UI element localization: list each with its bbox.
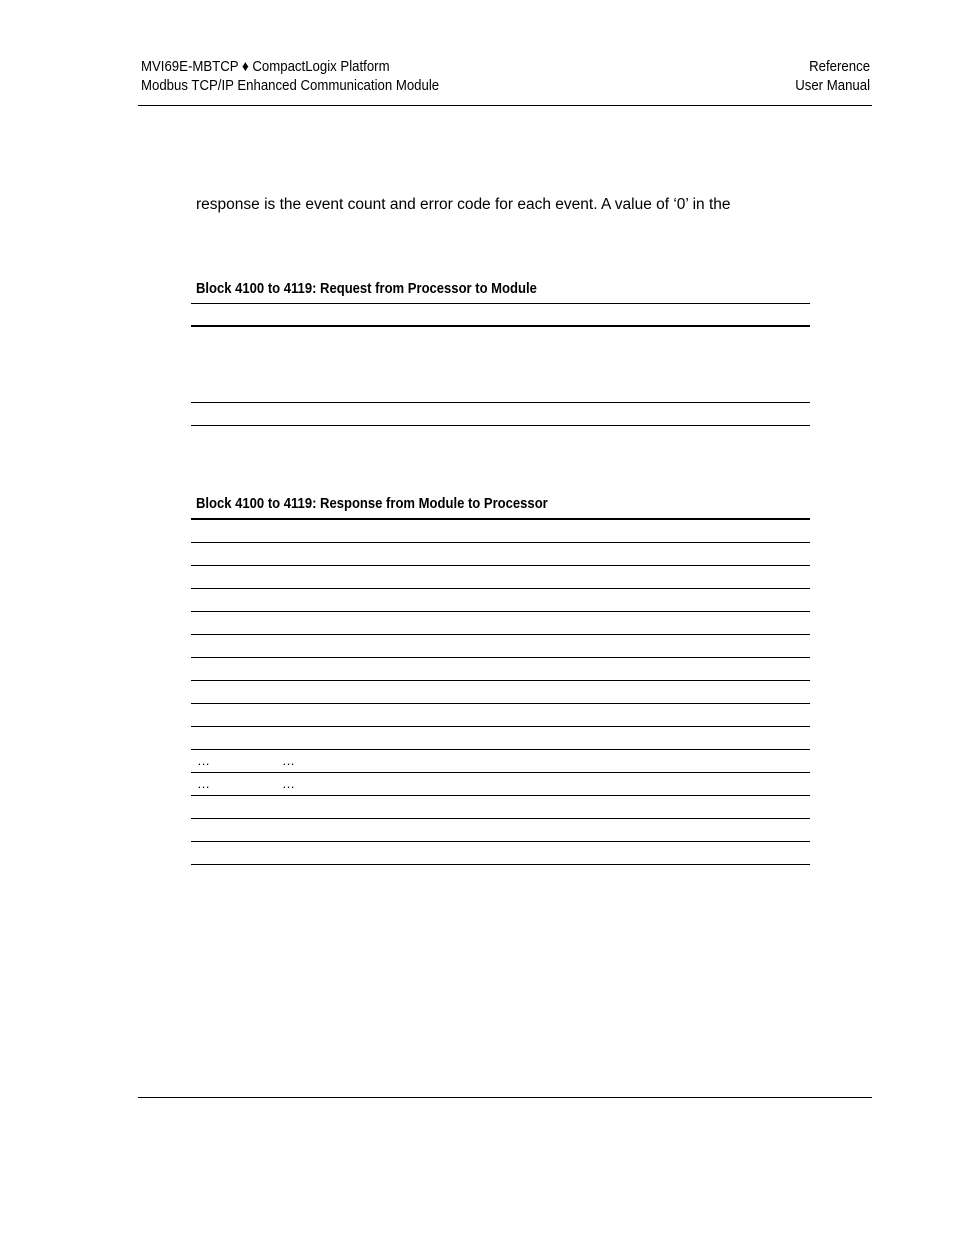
header-product-title: MVI69E-MBTCP ♦ CompactLogix Platform — [141, 58, 390, 75]
header-section-title: Reference — [809, 58, 870, 75]
table-row — [191, 589, 810, 612]
table-row — [191, 635, 810, 658]
header-left — [141, 57, 439, 95]
response-table-caption: Block 4100 to 4119: Response from Module to Processor — [196, 495, 548, 512]
table-row — [191, 681, 810, 704]
table-row — [191, 566, 810, 589]
table-cell-offset: … — [197, 776, 210, 791]
table-cell-content: … — [282, 776, 295, 791]
request-table-header-rule — [191, 325, 810, 327]
table-row — [191, 819, 810, 842]
table-row — [191, 796, 810, 819]
header-product-subtitle: Modbus TCP/IP Enhanced Communication Module — [141, 77, 440, 94]
table-row — [191, 727, 810, 750]
table-row — [191, 842, 810, 865]
table-row — [191, 612, 810, 635]
table-row — [191, 750, 810, 773]
header-right — [795, 57, 870, 95]
body-paragraph: response is the event count and error code for each event. A value of ‘0’ in the — [196, 196, 731, 213]
request-table-bottom-rule — [191, 425, 810, 426]
table-row — [191, 773, 810, 796]
header-divider — [138, 105, 872, 106]
table-row — [191, 520, 810, 543]
request-table-row-rule — [191, 402, 810, 403]
table-row — [191, 704, 810, 727]
request-table-caption: Block 4100 to 4119: Request from Processor to Module — [196, 280, 537, 297]
footer-divider — [138, 1097, 872, 1098]
table-row — [191, 658, 810, 681]
request-table-top-rule — [191, 303, 810, 304]
table-cell-content: … — [282, 753, 295, 768]
header-document-type: User Manual — [795, 77, 870, 94]
table-row — [191, 543, 810, 566]
response-table — [191, 520, 810, 865]
table-cell-offset: … — [197, 753, 210, 768]
